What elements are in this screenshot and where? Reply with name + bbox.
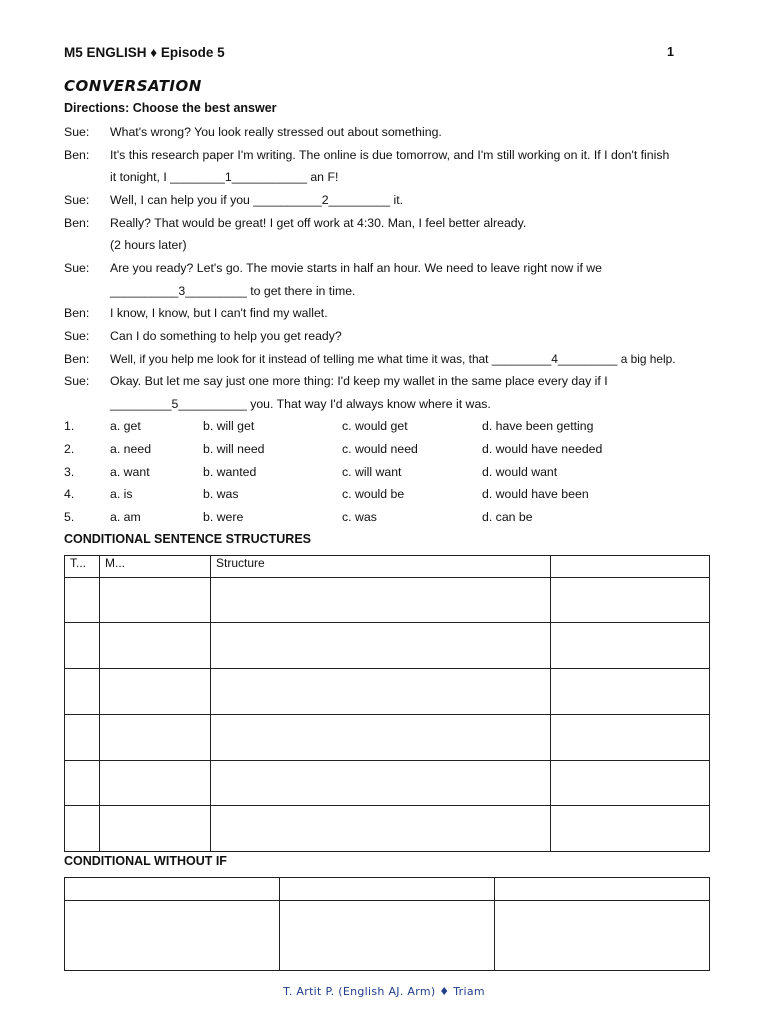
header-cell: Structure	[211, 556, 551, 578]
dialogue-text: it tonight, I ________1___________ an F!	[110, 170, 339, 184]
table-cell[interactable]	[280, 878, 495, 901]
option-c: c. would be	[342, 487, 405, 501]
table-cell[interactable]	[280, 901, 495, 971]
option-a: a. need	[110, 442, 152, 456]
dialogue-text: (2 hours later)	[110, 238, 187, 252]
table-cell[interactable]	[211, 578, 551, 623]
conditional-without-if-title: CONDITIONAL WITHOUT IF	[64, 854, 227, 868]
dialogue-text: __________3_________ to get there in time.	[110, 284, 356, 298]
speaker: Sue:	[64, 329, 90, 343]
table-cell[interactable]	[65, 806, 100, 852]
table-cell[interactable]	[100, 806, 211, 852]
table-cell[interactable]	[65, 761, 100, 806]
table-cell[interactable]	[495, 878, 710, 901]
option-a: a. is	[110, 487, 133, 501]
table-row	[65, 623, 710, 669]
option-b: b. were	[203, 510, 244, 524]
table-cell[interactable]	[100, 623, 211, 669]
table-cell[interactable]	[100, 761, 211, 806]
dialogue-text: Well, if you help me look for it instead of telling me what time it was, that _________4_________ a big help.	[110, 352, 676, 366]
speaker: Ben:	[64, 306, 90, 320]
table-cell[interactable]	[211, 806, 551, 852]
speaker: Sue:	[64, 374, 90, 388]
table-cell[interactable]	[551, 623, 710, 669]
table-cell[interactable]	[65, 901, 280, 971]
section-title: CONVERSATION	[64, 77, 202, 95]
conditional-structures-title: CONDITIONAL SENTENCE STRUCTURES	[64, 532, 312, 546]
dialogue-text: Can I do something to help you get ready?	[110, 329, 342, 343]
option-b: b. wanted	[203, 465, 257, 479]
directions: Directions: Choose the best answer	[64, 101, 277, 115]
table-cell[interactable]	[65, 878, 280, 901]
table-cell[interactable]	[65, 715, 100, 761]
table-row	[65, 669, 710, 715]
header-title: M5 ENGLISH ♦ Episode 5	[64, 45, 225, 60]
table-cell[interactable]	[551, 715, 710, 761]
table-cell[interactable]	[65, 578, 100, 623]
table-cell[interactable]	[551, 578, 710, 623]
table-cell[interactable]	[551, 761, 710, 806]
table-cell[interactable]	[551, 806, 710, 852]
speaker: Sue:	[64, 193, 90, 207]
table-row	[65, 761, 710, 806]
question-number: 2.	[64, 442, 75, 456]
table-cell[interactable]	[495, 901, 710, 971]
option-c: c. will want	[342, 465, 402, 479]
option-a: a. am	[110, 510, 141, 524]
speaker: Sue:	[64, 125, 90, 139]
table-cell[interactable]	[100, 669, 211, 715]
question-number: 3.	[64, 465, 75, 479]
option-b: b. will need	[203, 442, 265, 456]
conditional-structures-table	[64, 555, 710, 852]
speaker: Ben:	[64, 352, 90, 366]
table-cell[interactable]	[65, 623, 100, 669]
page-header	[64, 45, 674, 63]
table-row	[65, 715, 710, 761]
speaker: Sue:	[64, 261, 90, 275]
option-d: d. would have needed	[482, 442, 603, 456]
table-row	[65, 901, 710, 971]
dialogue-text: It's this research paper I'm writing. The online is due tomorrow, and I'm still working on it. If I don't finish	[110, 148, 670, 162]
question-number: 4.	[64, 487, 75, 501]
option-a: a. want	[110, 465, 150, 479]
table-cell[interactable]	[211, 623, 551, 669]
question-number: 5.	[64, 510, 75, 524]
header-cell: T...	[65, 556, 100, 578]
question-number: 1.	[64, 419, 75, 433]
table-header-row	[65, 878, 710, 901]
dialogue-text: Well, I can help you if you __________2_________ it.	[110, 193, 404, 207]
dialogue-text: What's wrong? You look really stressed out about something.	[110, 125, 442, 139]
page-number: 1	[667, 45, 674, 59]
header-cell	[551, 556, 710, 578]
conditional-without-if-table	[64, 877, 710, 971]
page-footer: T. Artit P. (English AJ. Arm) ♦ Triam	[283, 985, 485, 998]
option-d: d. would have been	[482, 487, 589, 501]
option-c: c. would get	[342, 419, 408, 433]
table-cell[interactable]	[211, 761, 551, 806]
header-cell: M...	[100, 556, 211, 578]
dialogue-text: Really? That would be great! I get off work at 4:30. Man, I feel better already.	[110, 216, 527, 230]
table-cell[interactable]	[211, 715, 551, 761]
table-cell[interactable]	[100, 715, 211, 761]
option-d: d. would want	[482, 465, 558, 479]
option-a: a. get	[110, 419, 141, 433]
option-c: c. would need	[342, 442, 418, 456]
speaker: Ben:	[64, 148, 90, 162]
table-row	[65, 806, 710, 852]
dialogue-text: Are you ready? Let's go. The movie starts in half an hour. We need to leave right now if we	[110, 261, 602, 275]
table-row	[65, 578, 710, 623]
table-cell[interactable]	[551, 669, 710, 715]
option-b: b. was	[203, 487, 239, 501]
dialogue-text: I know, I know, but I can't find my wallet.	[110, 306, 328, 320]
dialogue-text: Okay. But let me say just one more thing: I'd keep my wallet in the same place every day if I	[110, 374, 608, 388]
option-b: b. will get	[203, 419, 255, 433]
table-cell[interactable]	[211, 669, 551, 715]
dialogue-text: _________5__________ you. That way I'd always know where it was.	[110, 397, 491, 411]
speaker: Ben:	[64, 216, 90, 230]
table-header-row	[65, 556, 710, 578]
option-d: d. have been getting	[482, 419, 594, 433]
table-cell[interactable]	[100, 578, 211, 623]
option-d: d. can be	[482, 510, 533, 524]
table-cell[interactable]	[65, 669, 100, 715]
option-c: c. was	[342, 510, 377, 524]
